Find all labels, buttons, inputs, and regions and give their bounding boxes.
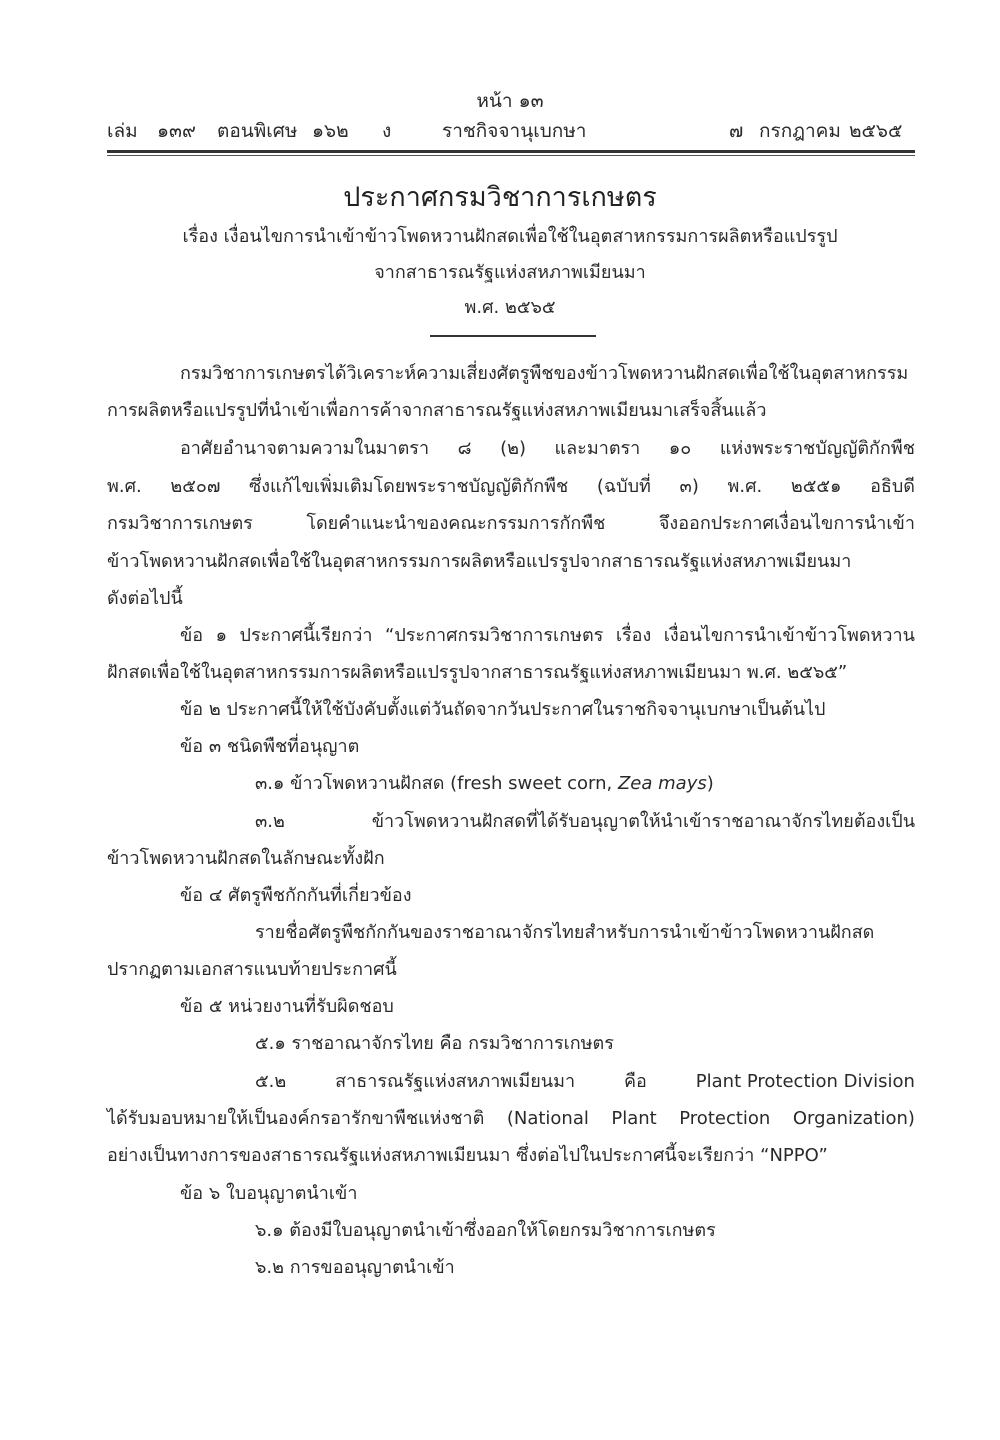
clause-5-2-line1: ๕.๒ สาธารณรัฐแห่งสหภาพเมียนมา คือ Plant Protection Division	[255, 1071, 915, 1092]
clause-4-body-line1: รายชื่อศัตรูพืชกักกันของราชอาณาจักรไทยสำหรับการนำเข้าข้าวโพดหวานฝักสด	[255, 922, 875, 943]
clause-5-2-line3: อย่างเป็นทางการของสาธารณรัฐแห่งสหภาพเมียนมา ซึ่งต่อไปในประกาศนี้จะเรียกว่า “NPPO”	[107, 1145, 828, 1166]
section-label: ตอนพิเศษ	[217, 120, 298, 142]
clause-4-body-line2: ปรากฏตามเอกสารแนบท้ายประกาศนี้	[107, 959, 397, 980]
preamble-p2-line5: ดังต่อไปนี้	[107, 588, 183, 609]
clause-3-1: ๓.๑ ข้าวโพดหวานฝักสด (fresh sweet corn, Zea mays)	[255, 773, 714, 794]
header-rule-thin	[107, 155, 915, 156]
clause-3: ข้อ ๓ ชนิดพืชที่อนุญาต	[180, 736, 360, 757]
section-letter: ง	[382, 120, 392, 142]
preamble-p1-line2: การผลิตหรือแปรรูปที่นำเข้าเพื่อการค้าจากสาธารณรัฐแห่งสหภาพเมียนมาเสร็จสิ้นแล้ว	[107, 400, 767, 421]
header-rule-thick	[107, 150, 915, 153]
preamble-p2-line1: อาศัยอำนาจตามความในมาตรา ๘ (๒) และมาตรา ๑๐ แห่งพระราชบัญญัติกักพืช	[180, 438, 915, 459]
clause-3-2-line1: ๓.๒ ข้าวโพดหวานฝักสดที่ได้รับอนุญาตให้นำเข้าราชอาณาจักรไทยต้องเป็น	[255, 811, 915, 832]
clause-6: ข้อ ๖ ใบอนุญาตนำเข้า	[180, 1183, 358, 1204]
volume-number: ๑๓๙	[157, 120, 196, 142]
clause-5: ข้อ ๕ หน่วยงานที่รับผิดชอบ	[180, 996, 394, 1017]
subject-line-1: เรื่อง เงื่อนไขการนำเข้าข้าวโพดหวานฝักสดเพื่อใช้ในอุตสาหกรรมการผลิตหรือแปรรูป	[182, 226, 838, 247]
clause-6-1: ๖.๑ ต้องมีใบอนุญาตนำเข้าซึ่งออกให้โดยกรมวิชาการเกษตร	[255, 1220, 716, 1241]
announcement-title: ประกาศกรมวิชาการเกษตร	[343, 182, 657, 213]
clause-5-2-line2: ได้รับมอบหมายให้เป็นองค์กรอารักขาพืชแห่งชาติ (National Plant Protection Organization)	[107, 1108, 915, 1129]
announcement-year: พ.ศ. ๒๕๖๕	[464, 297, 556, 318]
title-separator	[430, 335, 596, 337]
section-number: ๑๖๒	[312, 120, 349, 142]
subject-line-2: จากสาธารณรัฐแห่งสหภาพเมียนมา	[374, 262, 646, 283]
page-number: หน้า ๑๓	[476, 90, 544, 112]
date-day: ๗	[729, 120, 744, 142]
clause-1-line2: ฝักสดเพื่อใช้ในอุตสาหกรรมการผลิตหรือแปรรูปจากสาธารณรัฐแห่งสหภาพเมียนมา พ.ศ. ๒๕๖๕”	[107, 662, 848, 683]
date-month: กรกฎาคม	[759, 120, 841, 142]
preamble-p2-line4: ข้าวโพดหวานฝักสดเพื่อใช้ในอุตสาหกรรมการผลิตหรือแปรรูปจากสาธารณรัฐแห่งสหภาพเมียนมา	[107, 551, 852, 572]
preamble-p2-line3: กรมวิชาการเกษตร โดยคำแนะนำของคณะกรรมการกักพืช จึงออกประกาศเงื่อนไขการนำเข้า	[107, 513, 915, 534]
clause-6-2: ๖.๒ การขออนุญาตนำเข้า	[255, 1257, 455, 1278]
clause-2: ข้อ ๒ ประกาศนี้ให้ใช้บังคับตั้งแต่วันถัดจากวันประกาศในราชกิจจานุเบกษาเป็นต้นไป	[180, 699, 826, 720]
clause-1-line1: ข้อ ๑ ประกาศนี้เรียกว่า “ประกาศกรมวิชาการเกษตร เรื่อง เงื่อนไขการนำเข้าข้าวโพดหวาน	[180, 625, 915, 646]
clause-4: ข้อ ๔ ศัตรูพืชกักกันที่เกี่ยวข้อง	[180, 885, 412, 906]
clause-5-1: ๕.๑ ราชอาณาจักรไทย คือ กรมวิชาการเกษตร	[255, 1033, 614, 1054]
gazette-name: ราชกิจจานุเบกษา	[442, 120, 587, 142]
date-year: ๒๕๖๕	[849, 120, 903, 142]
gazette-header	[107, 118, 915, 144]
preamble-p1-line1: กรมวิชาการเกษตรได้วิเคราะห์ความเสี่ยงศัตรูพืชของข้าวโพดหวานฝักสดเพื่อใช้ในอุตสาหกรรม	[180, 363, 909, 384]
volume-label: เล่ม	[107, 120, 138, 142]
preamble-p2-line2: พ.ศ. ๒๕๐๗ ซึ่งแก้ไขเพิ่มเติมโดยพระราชบัญญัติกักพืช (ฉบับที่ ๓) พ.ศ. ๒๕๕๑ อธิบดี	[107, 476, 915, 497]
clause-3-2-line2: ข้าวโพดหวานฝักสดในลักษณะทั้งฝัก	[107, 848, 385, 869]
scientific-name: Zea mays	[617, 773, 707, 794]
